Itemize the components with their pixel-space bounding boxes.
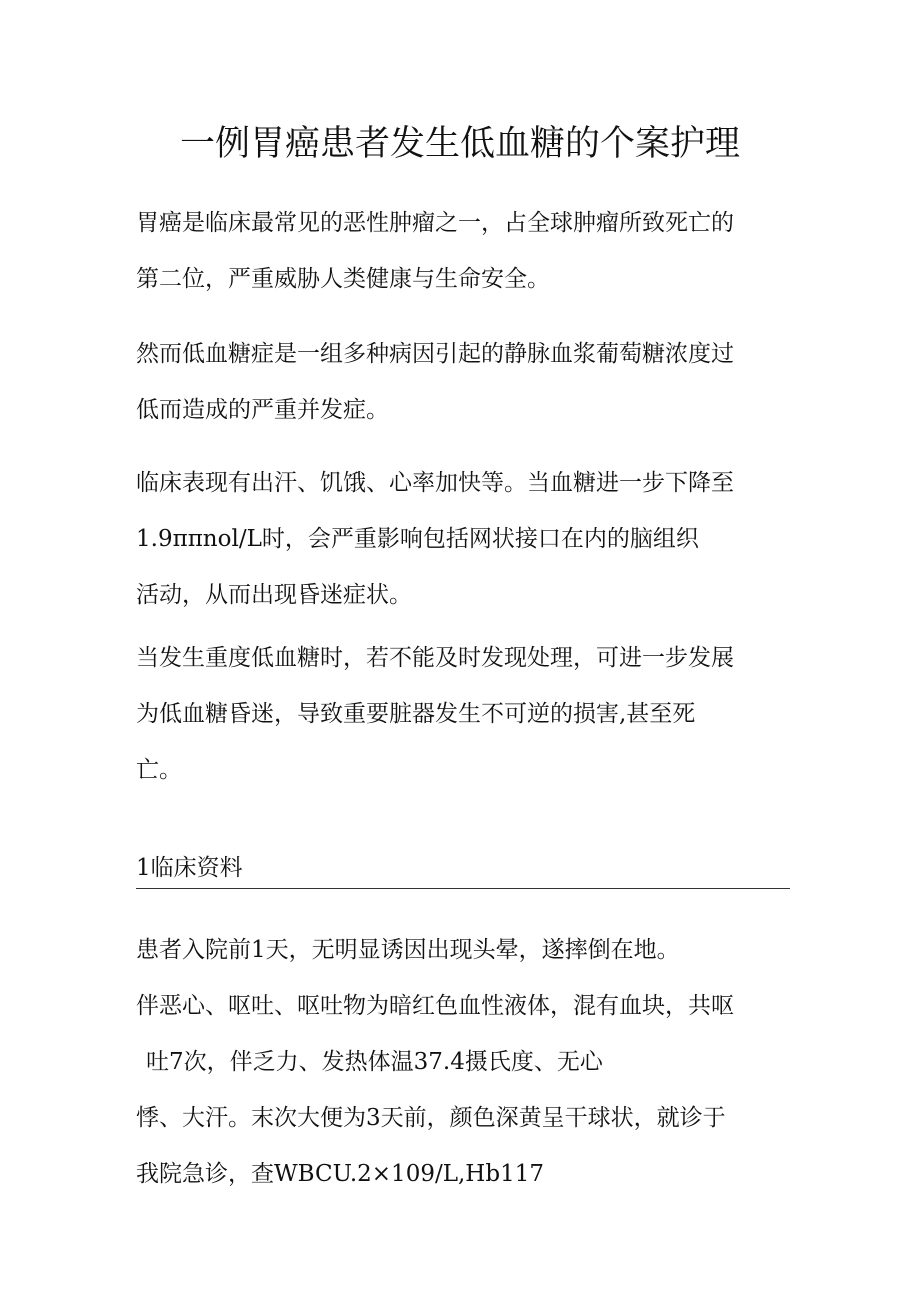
section-line: 我院急诊，查WBCU.2×109/L,Hb117 (136, 1161, 544, 1187)
paragraph-line: 为低血糖昏迷，导致重要脏器发生不可逆的损害,甚至死 (136, 701, 696, 727)
paragraph-line: 然而低血糖症是一组多种病因引起的静脉血浆葡萄糖浓度过 (136, 341, 734, 367)
section-body-clinical-data (136, 922, 786, 1202)
section-line: 患者入院前1天，无明显诱因出现头晕，遂摔倒在地。 (136, 937, 680, 963)
section-line: 吐7次，伴乏力、发热体温37.4摄氏度、无心 (146, 1049, 603, 1075)
paragraph-line: 低而造成的严重并发症。 (136, 397, 389, 423)
section-heading-clinical-data: 1临床资料 (136, 848, 790, 889)
section-line: 悸、大汗。末次大便为3天前，颜色深黄呈干球状，就诊于 (136, 1105, 726, 1131)
section-line: 伴恶心、呕吐、呕吐物为暗红色血性液体，混有血块，共呕 (136, 993, 734, 1019)
paragraph-gastric-cancer (136, 195, 786, 307)
paragraph-severe-hypoglycemia (136, 630, 786, 798)
paragraph-hypoglycemia-definition (136, 326, 786, 438)
document-title: 一例胃癌患者发生低血糖的个案护理 (179, 124, 740, 164)
paragraph-line: 1.9ππnol/L时，会严重影响包括网状接口在内的脑组织 (136, 526, 699, 552)
paragraph-line: 胃癌是临床最常见的恶性肿瘤之一，占全球肿瘤所致死亡的 (136, 210, 734, 236)
paragraph-line: 当发生重度低血糖时，若不能及时发现处理，可进一步发展 (136, 645, 734, 671)
paragraph-line: 亡。 (136, 757, 182, 783)
paragraph-clinical-manifestations (136, 455, 786, 623)
paragraph-line: 活动，从而出现昏迷症状。 (136, 582, 412, 608)
paragraph-line: 第二位，严重威胁人类健康与生命安全。 (136, 266, 550, 292)
paragraph-line: 临床表现有出汗、饥饿、心率加快等。当血糖进一步下降至 (136, 470, 734, 496)
